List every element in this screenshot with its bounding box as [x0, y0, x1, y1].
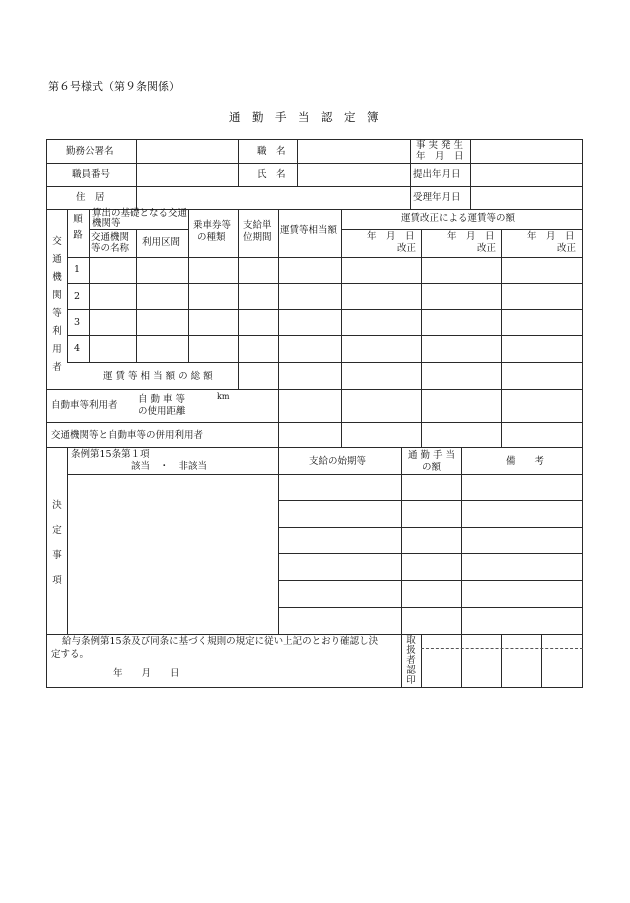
clause-label: 条例第15条第１項 — [71, 449, 150, 460]
ticket-header-2: の種類 — [197, 232, 226, 243]
carrier-header-2: 等の名称 — [91, 243, 130, 254]
revision-date-1: 年 月 日 — [367, 231, 415, 242]
confirmation-statement-1: 給与条例第15条及び同条に基づく規則の規定に従い上記のとおり確認し決 — [62, 636, 379, 647]
revision-header: 運賃改正による運賃等の額 — [401, 213, 516, 224]
start-period-label: 支給の始期等 — [309, 456, 367, 467]
address-label: 住 居 — [76, 192, 105, 203]
section-header: 利用区間 — [142, 237, 181, 248]
event-date-label-1: 事 実 発 生 — [416, 140, 464, 151]
form-number: 第６号様式（第９条関係） — [48, 80, 180, 93]
allowance-header-2: の額 — [422, 462, 442, 473]
car-distance-label-2: の使用距離 — [138, 406, 186, 417]
row-number-1: 1 — [74, 264, 81, 275]
transport-side-label: 交 通 機 関 等 利 用 者 — [52, 236, 62, 373]
office-label: 勤務公署名 — [66, 146, 114, 157]
combined-user-label: 交通機関等と自動車等の併用利用者 — [51, 430, 204, 441]
order-header: 順路 — [73, 214, 83, 241]
car-user-label: 自動車等利用者 — [51, 400, 118, 411]
confirmation-date: 年 月 日 — [113, 668, 180, 679]
total-fare-label: 運 賃 等 相 当 額 の 総 額 — [103, 371, 213, 382]
carrier-header-1: 交通機関 — [91, 232, 130, 243]
fare-header: 運賃等相当額 — [280, 225, 338, 236]
submission-date-label: 提出年月日 — [413, 169, 461, 180]
allowance-header-1: 通 勤 手 当 — [408, 450, 456, 461]
staff-number-label: 職員番号 — [72, 169, 111, 180]
row-number-4: 4 — [74, 343, 81, 354]
receipt-date-label: 受理年月日 — [413, 192, 461, 203]
confirmation-statement-2: 定する。 — [51, 649, 90, 660]
revision-label-3: 改正 — [557, 243, 577, 254]
revision-label-2: 改正 — [477, 243, 497, 254]
distance-unit: km — [217, 392, 230, 401]
car-distance-label-1: 自 動 車 等 — [138, 394, 186, 405]
unit-period-header-2: 位期間 — [243, 232, 272, 243]
revision-date-2: 年 月 日 — [447, 231, 495, 242]
unit-period-header-1: 支給単 — [243, 220, 272, 231]
revision-label-1: 改正 — [397, 243, 417, 254]
row-number-2: 2 — [74, 291, 81, 302]
post-label: 職 名 — [257, 146, 286, 157]
row-number-3: 3 — [74, 317, 81, 328]
applicability-label: 該当 ・ 非該当 — [131, 461, 208, 472]
event-date-label-2: 年 月 日 — [416, 151, 464, 162]
ticket-header-1: 乗車券等 — [193, 220, 232, 231]
remarks-header: 備 考 — [506, 456, 545, 467]
revision-date-3: 年 月 日 — [527, 231, 575, 242]
decision-side-label: 決 定 事 項 — [52, 500, 62, 586]
basis-header: 算出の基礎となる交通機関等 — [92, 208, 188, 229]
handler-seal-label: 取 扱 者 認 印 — [406, 635, 416, 686]
form-title: 通 勤 手 当 認 定 簿 — [229, 110, 379, 124]
name-label: 氏 名 — [257, 169, 286, 180]
